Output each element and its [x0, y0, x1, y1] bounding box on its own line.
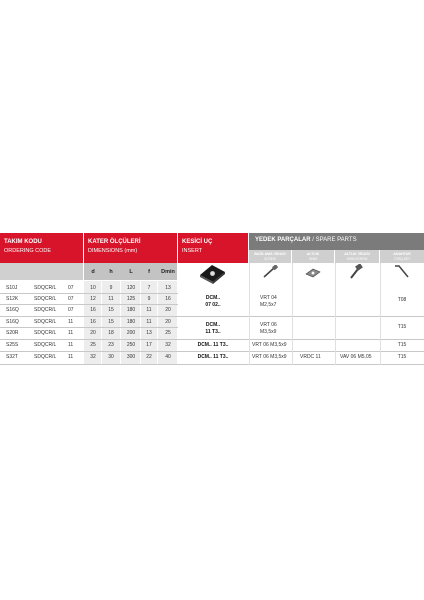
cell-size: 11: [68, 330, 74, 336]
cell-d: 25: [90, 342, 96, 348]
cell-f: 9: [147, 296, 151, 302]
cell-l: 200: [126, 330, 136, 336]
cell-l: 180: [126, 307, 136, 313]
col-dmin: Dmin: [161, 269, 175, 275]
row-divider: [0, 351, 424, 352]
cell-h: 15: [108, 307, 114, 313]
cell-type: SDQCR/L: [34, 319, 57, 325]
screw-icon: [261, 265, 279, 279]
key-subheader: ANAHTAR TORQ-KEY: [380, 250, 424, 263]
insert-header: [178, 233, 248, 263]
cell-f: 13: [146, 330, 152, 336]
insert-row6: DCM.. 11 T3..: [197, 342, 229, 348]
cell-d: 32: [90, 354, 96, 360]
cell-code: S32T: [6, 354, 18, 360]
screw-group1-line2: M2,5x7: [260, 302, 277, 308]
screw-row7: VRT 06 M3,5x9: [252, 354, 287, 360]
shim-row7: VRDC 11: [300, 354, 321, 360]
insert-icon: [196, 261, 228, 285]
row-divider: [0, 364, 424, 365]
cell-type: SDQCR/L: [34, 330, 57, 336]
insert-group1-line1: DCM..: [205, 295, 221, 301]
cell-d: 16: [90, 319, 96, 325]
ordering-code-header: [0, 233, 83, 263]
cell-size: 11: [68, 342, 74, 348]
key-group2: T15: [397, 324, 407, 330]
insert-title: KESİCİ UÇ: [182, 239, 213, 245]
key-group1: T08: [397, 297, 407, 303]
code-column-header: [0, 263, 83, 280]
cell-h: 15: [108, 319, 114, 325]
cell-size: 11: [68, 354, 74, 360]
cell-code: S10J: [6, 285, 18, 291]
screw-group2-line1: VRT 06: [260, 322, 277, 328]
ordering-code-title: TAKIM KODU: [4, 239, 42, 245]
cell-size: 07: [68, 285, 74, 291]
screw-subheader: BAĞLAMA VİDASI SCREW: [249, 250, 291, 263]
shim-icon: [304, 265, 322, 279]
row-divider: [0, 304, 178, 305]
cell-h: 11: [108, 296, 114, 302]
screw-row6: VRT 06 M3,5x9: [252, 342, 287, 348]
cell-h: 23: [108, 342, 114, 348]
spare-parts-header: [249, 233, 424, 250]
col-f: f: [148, 269, 150, 275]
shim-subheader: ALTLIK SHIM: [292, 250, 334, 263]
cell-type: SDQCR/L: [34, 307, 57, 313]
cell-f: 22: [146, 354, 152, 360]
dimensions-subtitle: DIMENSIONS (mm): [88, 248, 138, 254]
insert-group2-line2: 11 T3..: [205, 329, 221, 335]
cell-code: S20R: [6, 330, 19, 336]
cell-dmin: 32: [165, 342, 171, 348]
cell-h: 18: [108, 330, 114, 336]
ordering-code-subtitle: ORDERING CODE: [4, 248, 52, 254]
cell-d: 12: [90, 296, 96, 302]
screw-group1-line1: VRT 04: [260, 295, 277, 301]
col-h: h: [109, 269, 113, 275]
cell-size: 07: [68, 296, 74, 302]
cell-h: 9: [109, 285, 113, 291]
shim-screw-subheader: ALTLIK VİDASI SHIM SCREW: [335, 250, 379, 263]
cell-type: SDQCR/L: [34, 354, 57, 360]
cell-l: 125: [126, 296, 136, 302]
cell-l: 180: [126, 319, 136, 325]
cell-code: S16Q: [6, 319, 19, 325]
cell-l: 300: [126, 354, 136, 360]
cell-type: SDQCR/L: [34, 296, 57, 302]
row-divider: [0, 293, 178, 294]
dimensions-title: KATER ÖLÇÜLERİ: [88, 239, 141, 245]
spare-column-divider: [380, 263, 381, 365]
col-l: L: [129, 269, 133, 275]
cell-f: 11: [146, 319, 152, 325]
cell-f: 7: [147, 285, 151, 291]
insert-group1-line2: 07 02..: [205, 302, 221, 308]
cell-d: 10: [90, 285, 96, 291]
cell-l: 250: [126, 342, 136, 348]
cell-dmin: 20: [165, 319, 171, 325]
cell-dmin: 40: [165, 354, 171, 360]
spare-parts-title: YEDEK PARÇALAR / SPARE PARTS: [255, 237, 357, 243]
cell-dmin: 20: [165, 307, 171, 313]
key-row6: T15: [397, 342, 407, 348]
spare-column-divider: [292, 263, 293, 365]
spare-column-divider: [249, 263, 250, 365]
col-d: d: [91, 269, 95, 275]
torx-key-icon: [393, 264, 411, 280]
cell-code: S16Q: [6, 307, 19, 313]
cell-f: 11: [146, 307, 152, 313]
dimensions-header: [84, 233, 177, 263]
cell-d: 16: [90, 307, 96, 313]
key-row7: T15: [397, 354, 407, 360]
cell-size: 07: [68, 307, 74, 313]
shim-screw-row7: VAV 06 M5.05: [340, 354, 372, 360]
row-divider: [0, 327, 178, 328]
insert-group2-line1: DCM..: [205, 322, 221, 328]
cell-code: S25S: [6, 342, 19, 348]
screw-group2-line2: M3,5x9: [260, 329, 277, 335]
insert-row7: DCM.. 11 T3..: [197, 354, 229, 360]
cell-dmin: 25: [165, 330, 171, 336]
row-divider: [0, 339, 424, 340]
insert-subtitle: INSERT: [182, 248, 203, 254]
cell-d: 20: [90, 330, 96, 336]
cell-dmin: 13: [165, 285, 171, 291]
cell-h: 30: [108, 354, 114, 360]
row-divider: [0, 316, 424, 317]
cell-code: S12K: [6, 296, 19, 302]
cell-f: 17: [146, 342, 152, 348]
cell-type: SDQCR/L: [34, 342, 57, 348]
cell-l: 120: [126, 285, 136, 291]
cell-dmin: 16: [165, 296, 171, 302]
cell-type: SDQCR/L: [34, 285, 57, 291]
shim-screw-icon: [347, 264, 365, 280]
spec-table: [0, 233, 424, 367]
cell-size: 11: [68, 319, 74, 325]
spare-column-divider: [335, 263, 336, 365]
